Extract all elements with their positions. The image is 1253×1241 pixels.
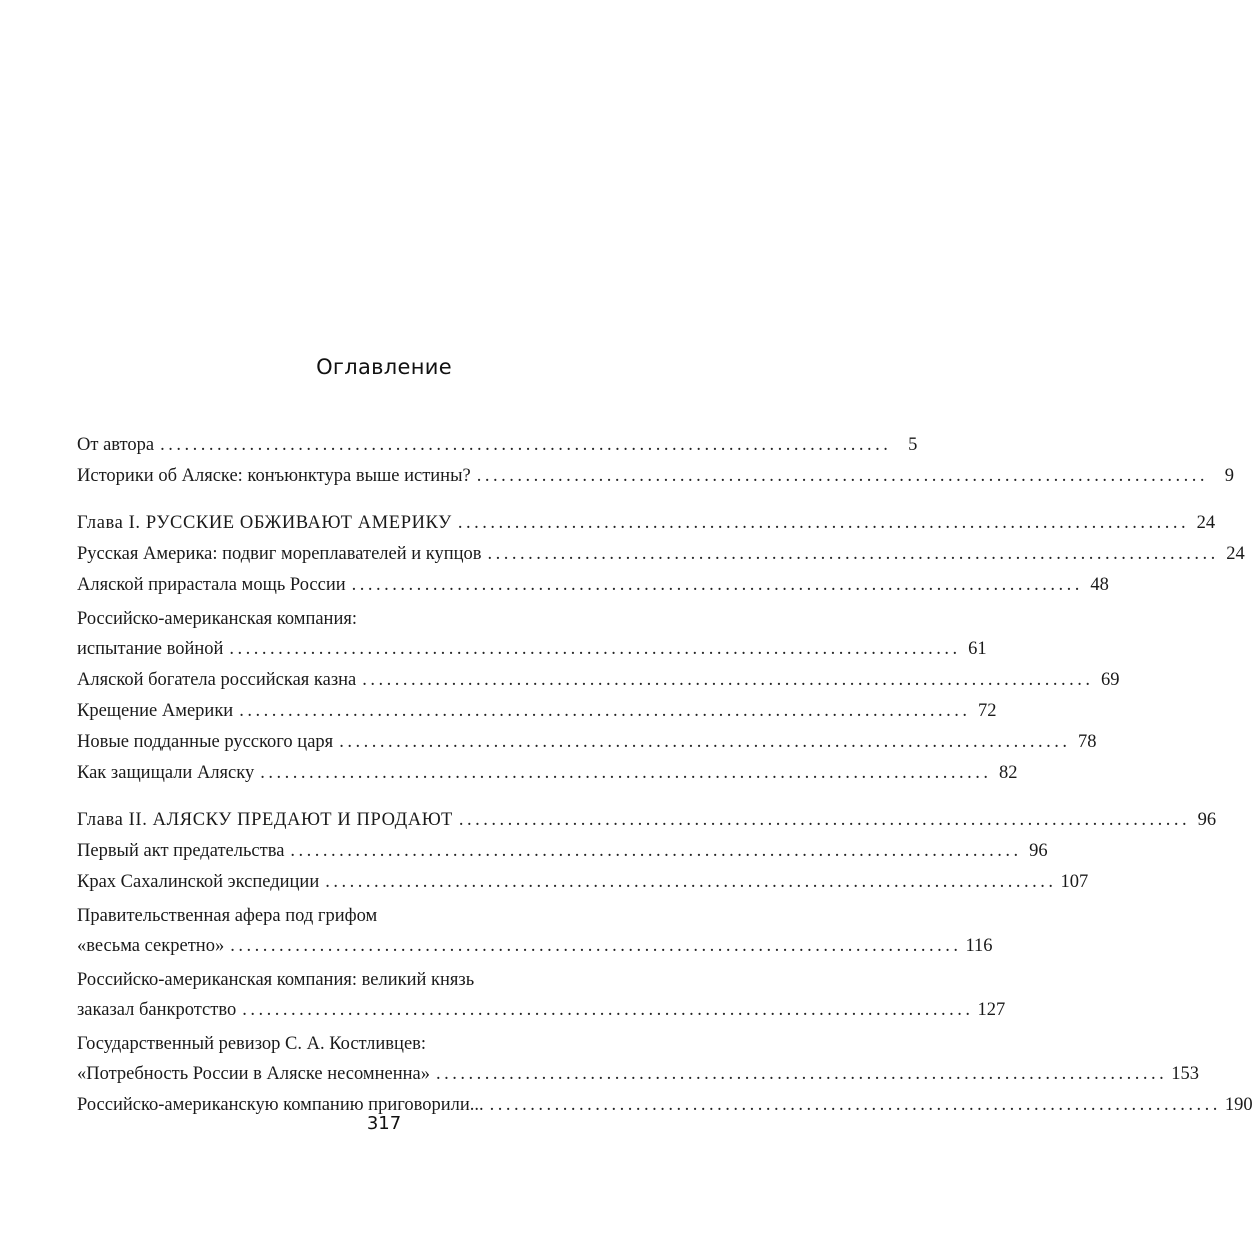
toc-entry-treasury[interactable] — [77, 665, 1120, 696]
toc-entry-page: 153 — [1171, 1064, 1199, 1084]
dot-leader: .......................................................................................... — [489, 1095, 1221, 1115]
toc-entry-title: Историки об Аляске: конъюнктура выше истины? — [77, 466, 471, 486]
toc-entry-first-betrayal[interactable] — [77, 836, 1048, 867]
toc-entry-page: 96 — [1197, 810, 1217, 830]
toc-entry-page: 78 — [1077, 732, 1097, 752]
toc-entry-page: 190 — [1224, 1095, 1253, 1115]
dot-leader: .......................................................................................... — [435, 1064, 1168, 1084]
page-title: Оглавление — [316, 355, 452, 379]
toc-entry-title: Крах Сахалинской экспедиции — [77, 872, 320, 892]
toc-entry-title: Аляской богатела российская казна — [77, 670, 357, 690]
toc-entry-page: 24 — [1196, 513, 1216, 533]
toc-entry-title: Аляской прирастала мощь России — [77, 575, 346, 595]
toc-entry-page: 116 — [965, 936, 993, 956]
toc-entry-page: 5 — [908, 435, 918, 455]
toc-entry-page: 82 — [999, 763, 1018, 783]
toc-entry-power-of-russia[interactable] — [77, 570, 1109, 601]
toc-chapter-2[interactable] — [77, 805, 1217, 836]
dot-leader: .......................................................................................... — [325, 872, 1057, 892]
toc-entry-page: 69 — [1101, 670, 1120, 690]
toc-entry-title: Крещение Америки — [77, 701, 234, 721]
toc-entry-revisor[interactable] — [77, 1030, 1199, 1090]
toc-entry-russian-america[interactable] — [77, 539, 1245, 570]
toc-entry-government-affair[interactable] — [77, 902, 993, 962]
toc-entry-page: 96 — [1029, 841, 1048, 861]
dot-leader: .......................................................................................... — [476, 466, 1208, 486]
toc-entry-page: 9 — [1224, 466, 1234, 486]
dot-leader: .......................................................................................... — [362, 670, 1094, 690]
toc-entry-sakhalin[interactable] — [77, 867, 1089, 898]
toc-entry-title: Первый акт предательства — [77, 841, 285, 861]
page-number: 317 — [366, 1113, 402, 1134]
toc-entry-page: 107 — [1060, 872, 1089, 892]
dot-leader: .......................................................................................... — [260, 763, 992, 783]
toc-entry-title-line1: Российско-американская компания: великий князь — [77, 970, 475, 990]
toc-entry-page: 127 — [977, 1000, 1006, 1020]
toc-entry-title: заказал банкротство — [77, 1000, 237, 1020]
toc-entry-from-author[interactable] — [77, 430, 918, 461]
dot-leader: .......................................................................................... — [339, 732, 1071, 752]
toc-entry-title: Как защищали Аляску — [77, 763, 255, 783]
toc-entry-title: «весьма секретно» — [77, 936, 225, 956]
toc-entry-rac-war[interactable] — [77, 605, 987, 665]
dot-leader: .......................................................................................... — [290, 841, 1022, 861]
toc-entry-grand-duke[interactable] — [77, 966, 1006, 1026]
toc-entry-title: От автора — [77, 435, 155, 455]
toc-entry-title: Российско-американскую компанию приговорили... — [77, 1095, 484, 1115]
toc-entry-page: 72 — [977, 701, 997, 721]
dot-leader: .......................................................................................... — [458, 810, 1191, 830]
toc-entry-historians[interactable] — [77, 461, 1234, 492]
toc-entry-page: 48 — [1090, 575, 1109, 595]
toc-entry-title: Новые подданные русского царя — [77, 732, 334, 752]
dot-leader: .......................................................................................... — [242, 1000, 974, 1020]
toc-entry-title-line1: Российско-американская компания: — [77, 609, 358, 629]
toc-entry-title-line1: Государственный ревизор С. А. Костливцев: — [77, 1034, 427, 1054]
toc-entry-title: Русская Америка: подвиг мореплавателей и купцов — [77, 544, 482, 564]
toc-entry-title: «Потребность России в Аляске несомненна» — [77, 1064, 430, 1084]
toc-chapter-title: Глава II. АЛЯСКУ ПРЕДАЮТ И ПРОДАЮТ — [77, 810, 453, 830]
dot-leader: .......................................................................................... — [487, 544, 1219, 564]
toc-entry-defending-alaska[interactable] — [77, 758, 1018, 789]
toc-entry-baptism[interactable] — [77, 696, 997, 727]
toc-entry-page: 61 — [968, 639, 987, 659]
toc-entry-title: испытание войной — [77, 639, 224, 659]
dot-leader: .......................................................................................... — [230, 936, 962, 956]
toc-entry-page: 24 — [1226, 544, 1245, 564]
table-of-contents — [77, 430, 1253, 1121]
toc-chapter-title: Глава I. РУССКИЕ ОБЖИВАЮТ АМЕРИКУ — [77, 513, 452, 533]
dot-leader: .......................................................................................... — [351, 575, 1083, 595]
dot-leader: .......................................................................................... — [160, 435, 892, 455]
dot-leader: .......................................................................................... — [239, 701, 971, 721]
toc-entry-new-subjects[interactable] — [77, 727, 1097, 758]
toc-entry-title-line1: Правительственная афера под грифом — [77, 906, 378, 926]
toc-chapter-1[interactable] — [77, 508, 1216, 539]
dot-leader: .......................................................................................... — [229, 639, 961, 659]
dot-leader: .......................................................................................... — [457, 513, 1190, 533]
